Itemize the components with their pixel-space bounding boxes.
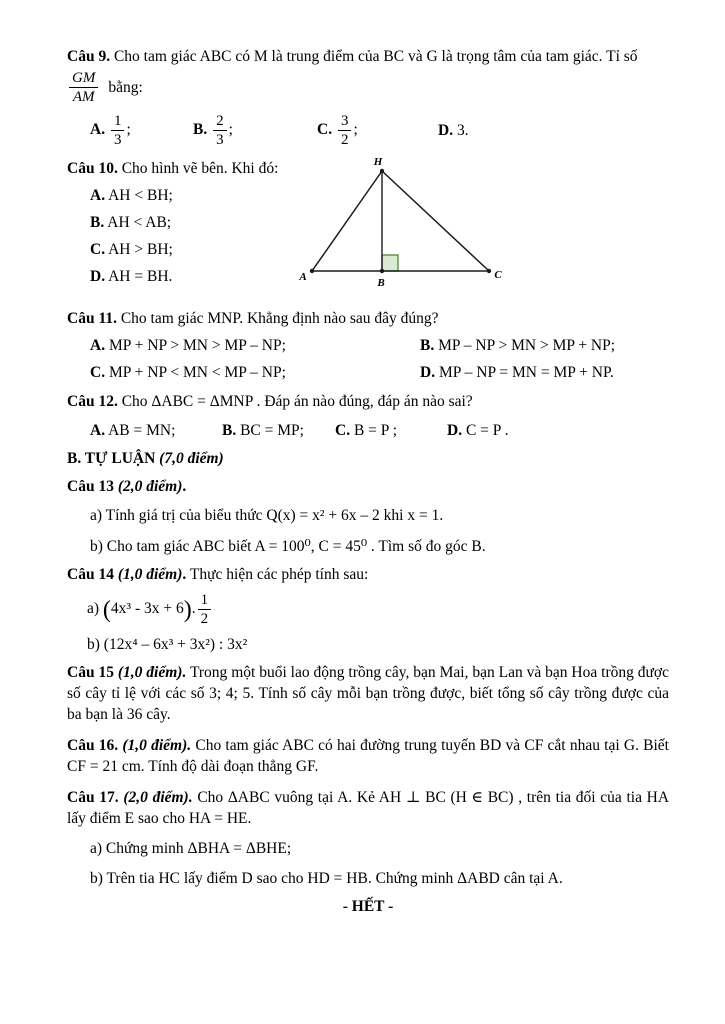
question-9-options	[67, 113, 669, 148]
option-d: D. 3.	[438, 122, 469, 139]
question-10-text: Cho hình vẽ bên. Khi đó:	[121, 160, 279, 177]
option-d: D. AH = BH.	[90, 268, 173, 285]
question-16-label: Câu 16.	[67, 737, 119, 754]
question-17-text: Cho ΔABC vuông tại A. Kẻ AH ⊥ BC (H ∈ BC) , trên tia đối của tia HA lấy điểm E sao cho HA = HE.	[67, 789, 670, 827]
question-11-label: Câu 11.	[67, 310, 117, 327]
question-9-heading	[67, 46, 669, 67]
question-15	[67, 662, 669, 725]
end-of-exam-marker: - HẾT -	[342, 898, 394, 915]
edge-AH	[312, 171, 382, 271]
question-16	[67, 735, 669, 777]
question-13-heading: Câu 13 (2,0 điểm).	[67, 478, 187, 495]
question-12-heading	[67, 391, 669, 412]
question-14-part-a: a) (4x³ - 3x + 6). $\frac{1}{2}$	[67, 592, 669, 627]
open-paren: (	[102, 597, 111, 624]
option-a: A. AH < BH;	[90, 187, 173, 204]
option-b: B. $\frac{2}{3}$ ;	[193, 113, 233, 148]
question-10-heading	[67, 158, 297, 179]
question-17-points: (2,0 điểm).	[123, 789, 193, 806]
option-a: A. AB = MN;	[90, 422, 176, 439]
question-11	[67, 308, 669, 383]
question-10-label: Câu 10.	[67, 160, 118, 177]
option-b: B. AH < AB;	[90, 214, 172, 231]
question-13-points: (2,0 điểm)	[117, 478, 183, 495]
question-17-heading	[67, 787, 669, 829]
label-H: H	[373, 156, 383, 168]
option-c: C. $\frac{3}{2}$ ;	[317, 113, 358, 148]
question-15-label: Câu 15	[67, 664, 114, 681]
section-b-points: (7,0 điểm)	[159, 450, 224, 467]
option-b: B. BC = MP;	[222, 422, 304, 439]
question-11-heading	[67, 308, 669, 329]
question-14-points: (1,0 điểm)	[117, 566, 183, 583]
question-16-points: (1,0 điểm).	[122, 737, 192, 754]
option-c: C. MP + NP < MN < MP – NP;	[90, 364, 286, 381]
question-17	[67, 787, 669, 889]
vertex-A-dot	[310, 269, 314, 273]
question-15-text: Trong một buổi lao động trồng cây, bạn Mai, bạn Lan và bạn Hoa trồng được số cây tỉ lệ với các số 3; 4; 5. Tính số cây mỗi bạn trồng được, biết tổng số cây trồng được của ba bạn là 36 cây.	[67, 664, 669, 723]
question-9-after-fraction: bằng:	[108, 79, 143, 96]
section-b-title: B. TỰ LUẬN	[67, 450, 156, 467]
one-half-fraction: $\frac{1}{2}$	[198, 592, 212, 627]
right-angle-mark	[382, 255, 398, 271]
option-a: A. MP + NP > MN > MP – NP;	[90, 337, 286, 354]
triangle-figure	[297, 154, 507, 302]
question-12-options	[67, 420, 669, 441]
question-17-part-b: b) Trên tia HC lấy điểm D sao cho HD = HB. Chứng minh ΔABD cân tại A.	[90, 870, 563, 887]
question-9-fraction-line	[67, 70, 669, 105]
question-13-part-a: a) Tính giá trị của biểu thức Q(x) = x² + 6x – 2 khi x = 1.	[90, 507, 444, 524]
option-c: C. B = P ;	[335, 422, 398, 439]
question-12	[67, 391, 669, 441]
question-9	[67, 46, 669, 148]
question-14-heading: Câu 14 (1,0 điểm). Thực hiện các phép tính sau:	[67, 566, 369, 583]
question-16-text: Cho tam giác ABC có hai đường trung tuyến BD và CF cắt nhau tại G. Biết CF = 21 cm. Tính độ dài đoạn thẳng GF.	[67, 737, 669, 775]
vertex-B-dot	[380, 269, 384, 273]
question-13	[67, 476, 669, 557]
question-9-text: Cho tam giác ABC có M là trung điểm của BC và G là trọng tâm của tam giác. Tỉ số	[113, 48, 638, 65]
question-13-label: Câu 13	[67, 478, 114, 495]
question-9-label: Câu 9.	[67, 48, 111, 65]
question-17-part-a: a) Chứng minh ΔBHA = ΔBHE;	[90, 840, 292, 857]
question-17-label: Câu 17.	[67, 789, 119, 806]
option-b: B. MP – NP > MN > MP + NP;	[420, 337, 616, 354]
question-11-text: Cho tam giác MNP. Khẳng định nào sau đây đúng?	[120, 310, 439, 327]
label-A: A	[299, 271, 307, 283]
question-12-label: Câu 12.	[67, 393, 118, 410]
question-10-left-column	[67, 158, 297, 302]
label-B: B	[377, 277, 385, 289]
question-10-options	[67, 185, 297, 287]
question-14-part-b: b) (12x⁴ – 6x³ + 3x²) : 3x²	[87, 636, 248, 653]
question-10	[67, 158, 669, 302]
question-15-points: (1,0 điểm).	[117, 664, 187, 681]
question-11-options	[67, 335, 669, 383]
option-c: C. AH > BH;	[90, 241, 173, 258]
question-14-label: Câu 14	[67, 566, 114, 583]
label-C: C	[494, 269, 502, 281]
vertex-C-dot	[487, 269, 491, 273]
question-12-text: Cho ΔABC = ΔMNP . Đáp án nào đúng, đáp án nào sai?	[121, 393, 473, 410]
triangle-svg	[297, 154, 507, 296]
option-a: A. $\frac{1}{3}$ ;	[90, 113, 131, 148]
gm-am-fraction: $\frac{GM}{AM}$	[69, 70, 98, 105]
close-paren: )	[183, 597, 192, 624]
question-14-text: Thực hiện các phép tính sau:	[189, 566, 369, 583]
section-b-heading	[67, 448, 669, 469]
vertex-H-dot	[380, 169, 384, 173]
option-d: D. C = P .	[447, 422, 509, 439]
question-13-part-b: b) Cho tam giác ABC biết A = 100⁰, C = 45⁰ . Tìm số đo góc B.	[90, 538, 486, 555]
option-d: D. MP – NP = MN = MP + NP.	[420, 364, 614, 381]
question-14	[67, 564, 669, 655]
